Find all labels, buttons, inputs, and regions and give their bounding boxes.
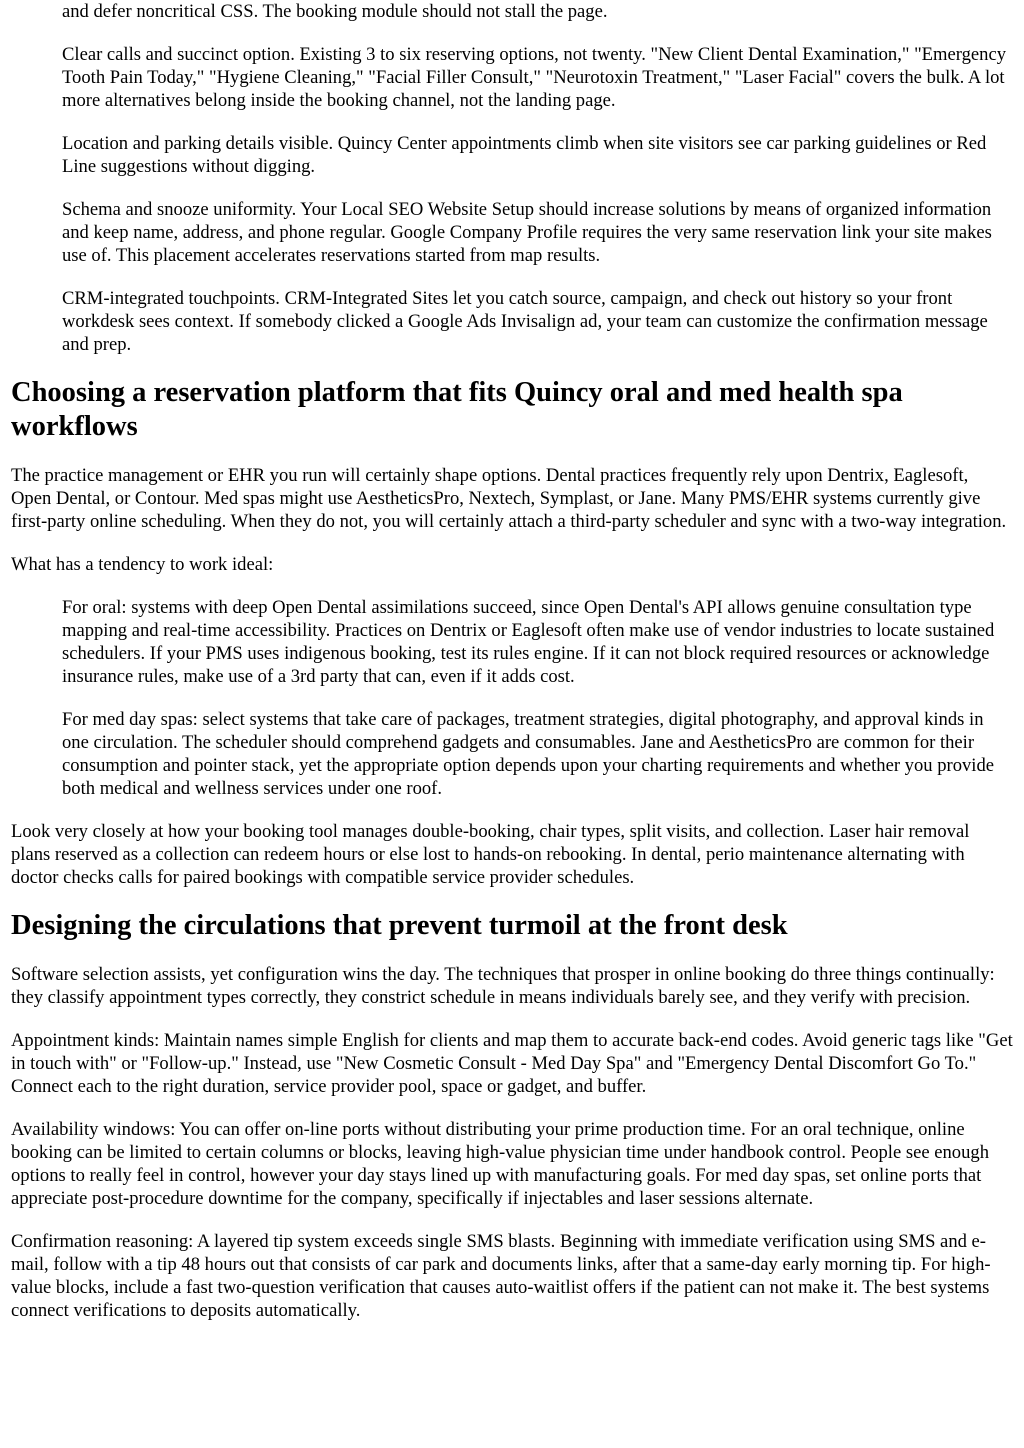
section-heading: Designing the circulations that prevent turmoil at the front desk (11, 910, 788, 941)
paragraph: What has a tendency to work ideal: (11, 554, 274, 575)
paragraph: Look very closely at how your booking tool manages double-booking, chair types, split visits, and collection. Laser hair removal plans reserved as a collection can redeem hours or else lost to hands-on rebooking. In dental, perio maintenance alternating with doctor checks calls for paired bookings with compatible service provider schedules. (11, 821, 970, 888)
paragraph: Confirmation reasoning: A layered tip system exceeds single SMS blasts. Beginning with immediate verification using SMS and e-mail, follow with a tip 48 hours out that consists of car park and documents links, after that a same-day early morning tip. For high-value blocks, include a fast two-question verification that causes auto-waitlist offers if the patient can not make it. The best systems connect verifications to deposits automatically. (11, 1231, 991, 1321)
paragraph: The practice management or EHR you run will certainly shape options. Dental practices frequently rely upon Dentrix, Eaglesoft, Open Dental, or Contour. Med spas might use AestheticsPro, Nextech, Symplast, or Jane. Many PMS/EHR systems currently give first-party online scheduling. When they do not, you will certainly attach a third-party scheduler and sync with a two-way integration. (11, 465, 1007, 532)
intro-list (11, 0, 1013, 356)
paragraph: Software selection assists, yet configuration wins the day. The techniques that prosper in online booking do three things continually: they classify appointment types correctly, they constrict schedule in means individuals barely see, and they verify with precision. (11, 964, 995, 1008)
paragraph: Availability windows: You can offer on-line ports without distributing your prime production time. For an oral technique, online booking can be limited to certain columns or blocks, leaving high-value physician time under handbook control. People see enough options to really feel in control, however your day stays lined up with manufacturing goals. For med day spas, set online ports that appreciate post-procedure downtime for the company, specifically if injectables and laser sessions alternate. (11, 1119, 989, 1209)
paragraph: Appointment kinds: Maintain names simple English for clients and map them to accurate back-end codes. Avoid generic tags like "Get in touch with" or "Follow-up." Instead, use "New Cosmetic Consult - Med Day Spa" and "Emergency Dental Discomfort Go To." Connect each to the right duration, service provider pool, space or gadget, and buffer. (11, 1030, 1013, 1097)
list-item: For med day spas: select systems that take care of packages, treatment strategies, digital photography, and approval kinds in one circulation. The scheduler should comprehend gadgets and consumables. Jane and AestheticsPro are common for their consumption and pointer stack, yet the appropriate option depends upon your charting requirements and whether you provide both medical and wellness services under one roof. (62, 709, 995, 799)
list-item: and defer noncritical CSS. The booking module should not stall the page. (62, 1, 608, 22)
list-item: For oral: systems with deep Open Dental assimilations succeed, since Open Dental's API allows genuine consultation type mapping and real-time accessibility. Practices on Dentrix or Eaglesoft often make use of vendor industries to locate sustained schedulers. If your PMS uses indigenous booking, test its rules engine. If it can not block required resources or acknowledge insurance rules, make use of a 3rd party that can, even if it adds cost. (62, 597, 995, 687)
list-item: Schema and snooze uniformity. Your Local SEO Website Setup should increase solutions by means of organized information and keep name, address, and phone regular. Google Company Profile requires the very same reservation link your site makes use of. This placement accelerates reservations started from map results. (62, 199, 992, 266)
section-heading: Choosing a reservation platform that fits Quincy oral and med health spa workflows (11, 377, 903, 442)
list-item: Clear calls and succinct option. Existing 3 to six reserving options, not twenty. "New Client Dental Examination," "Emergency Tooth Pain Today," "Hygiene Cleaning," "Facial Filler Consult," "Neurotoxin Treatment," "Laser Facial" covers the bulk. A lot more alternatives belong inside the booking channel, not the landing page. (62, 44, 1007, 111)
list-item: Location and parking details visible. Quincy Center appointments climb when site visitors see car parking guidelines or Red Line suggestions without digging. (62, 133, 987, 177)
list-item: CRM-integrated touchpoints. CRM-Integrated Sites let you catch source, campaign, and check out history so your front workdesk sees context. If somebody clicked a Google Ads Invisalign ad, your team can customize the confirmation message and prep. (62, 288, 988, 355)
